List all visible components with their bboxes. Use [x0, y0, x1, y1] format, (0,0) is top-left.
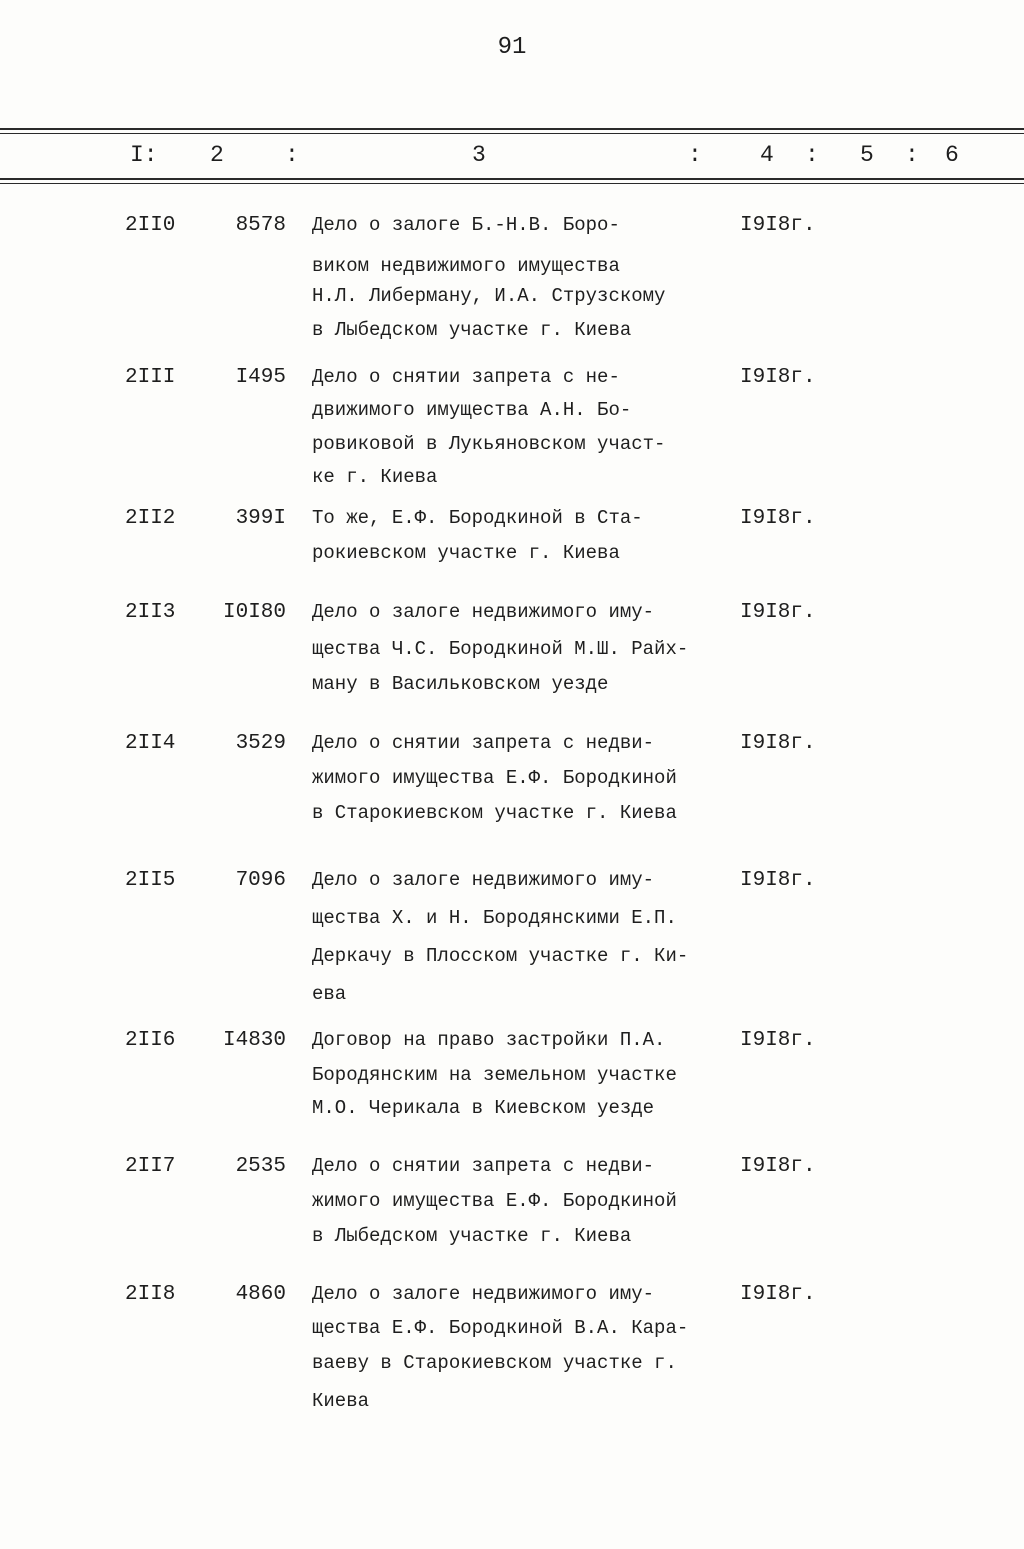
description-line: щества Е.Ф. Бородкиной В.А. Кара-	[312, 1317, 689, 1339]
item-year: I9I8г.	[740, 869, 816, 892]
header-col-2: 2	[210, 142, 224, 168]
description-line: Дело о залоге недвижимого иму-	[312, 1283, 655, 1305]
item-number: 2II2	[125, 507, 176, 530]
description-line: щества Ч.С. Бородкиной М.Ш. Райх-	[312, 638, 689, 660]
description-line: виком недвижимого имущества	[312, 255, 620, 277]
description-line: Договор на право застройки П.А.	[312, 1029, 666, 1051]
file-code: 8578	[235, 214, 286, 237]
header-bottom-rule	[0, 178, 1024, 180]
item-number: 2II5	[125, 869, 176, 892]
file-code: 2535	[235, 1155, 286, 1178]
header-top-rule-2	[0, 133, 1024, 134]
page-number: 91	[497, 34, 527, 61]
file-code: I495	[235, 366, 286, 389]
header-sep: :	[688, 142, 702, 168]
header-col-1: I:	[130, 142, 158, 168]
item-year: I9I8г.	[740, 601, 816, 624]
item-year: I9I8г.	[740, 214, 816, 237]
description-line: Киева	[312, 1390, 370, 1412]
file-code: I4830	[222, 1029, 286, 1052]
header-col-5: 5	[860, 142, 874, 168]
description-line: в Старокиевском участке г. Киева	[312, 802, 677, 824]
description-line: Бородянским на земельном участке	[312, 1064, 677, 1086]
file-code: 4860	[235, 1283, 286, 1306]
description-line: Дело о снятии запрета с не-	[312, 366, 620, 388]
description-line: Дело о залоге недвижимого иму-	[312, 869, 655, 891]
file-code: I0I80	[222, 601, 286, 624]
description-line: ева	[312, 983, 347, 1005]
description-line: в Лыбедском участке г. Киева	[312, 319, 632, 341]
description-line: движимого имущества А.Н. Бо-	[312, 399, 632, 421]
description-line: рокиевском участке г. Киева	[312, 542, 620, 564]
description-line: М.О. Черикала в Киевском уезде	[312, 1097, 655, 1119]
item-number: 2III	[125, 366, 176, 389]
file-code: 7096	[235, 869, 286, 892]
description-line: Н.Л. Либерману, И.А. Струзскому	[312, 285, 666, 307]
description-line: Дело о залоге недвижимого иму-	[312, 601, 655, 623]
item-year: I9I8г.	[740, 732, 816, 755]
header-sep: :	[905, 142, 919, 168]
header-bottom-rule-2	[0, 183, 1024, 184]
item-year: I9I8г.	[740, 1155, 816, 1178]
description-line: Дело о снятии запрета с недви-	[312, 1155, 655, 1177]
description-line: в Лыбедском участке г. Киева	[312, 1225, 632, 1247]
description-line: ваеву в Старокиевском участке г.	[312, 1352, 677, 1374]
description-line: Дело о снятии запрета с недви-	[312, 732, 655, 754]
description-line: жимого имущества Е.Ф. Бородкиной	[312, 767, 677, 789]
description-line: То же, Е.Ф. Бородкиной в Ста-	[312, 507, 643, 529]
file-code: 3529	[235, 732, 286, 755]
item-number: 2II7	[125, 1155, 176, 1178]
item-year: I9I8г.	[740, 366, 816, 389]
header-col-4: 4	[760, 142, 774, 168]
item-number: 2II3	[125, 601, 176, 624]
header-sep: :	[285, 142, 299, 168]
item-number: 2II6	[125, 1029, 176, 1052]
description-line: жимого имущества Е.Ф. Бородкиной	[312, 1190, 677, 1212]
description-line: ману в Васильковском уезде	[312, 673, 609, 695]
item-number: 2II4	[125, 732, 176, 755]
description-line: щества Х. и Н. Бородянскими Е.П.	[312, 907, 677, 929]
item-number: 2II0	[125, 214, 176, 237]
description-line: Дело о залоге Б.-Н.В. Боро-	[312, 214, 620, 236]
description-line: ровиковой в Лукьяновском участ-	[312, 433, 666, 455]
header-sep: :	[805, 142, 819, 168]
header-col-6: 6	[945, 142, 959, 168]
item-year: I9I8г.	[740, 1283, 816, 1306]
header-top-rule	[0, 128, 1024, 130]
item-year: I9I8г.	[740, 1029, 816, 1052]
header-col-3: 3	[472, 142, 486, 168]
file-code: 399I	[235, 507, 286, 530]
description-line: ке г. Киева	[312, 466, 438, 488]
item-number: 2II8	[125, 1283, 176, 1306]
description-line: Деркачу в Плосском участке г. Ки-	[312, 945, 689, 967]
item-year: I9I8г.	[740, 507, 816, 530]
